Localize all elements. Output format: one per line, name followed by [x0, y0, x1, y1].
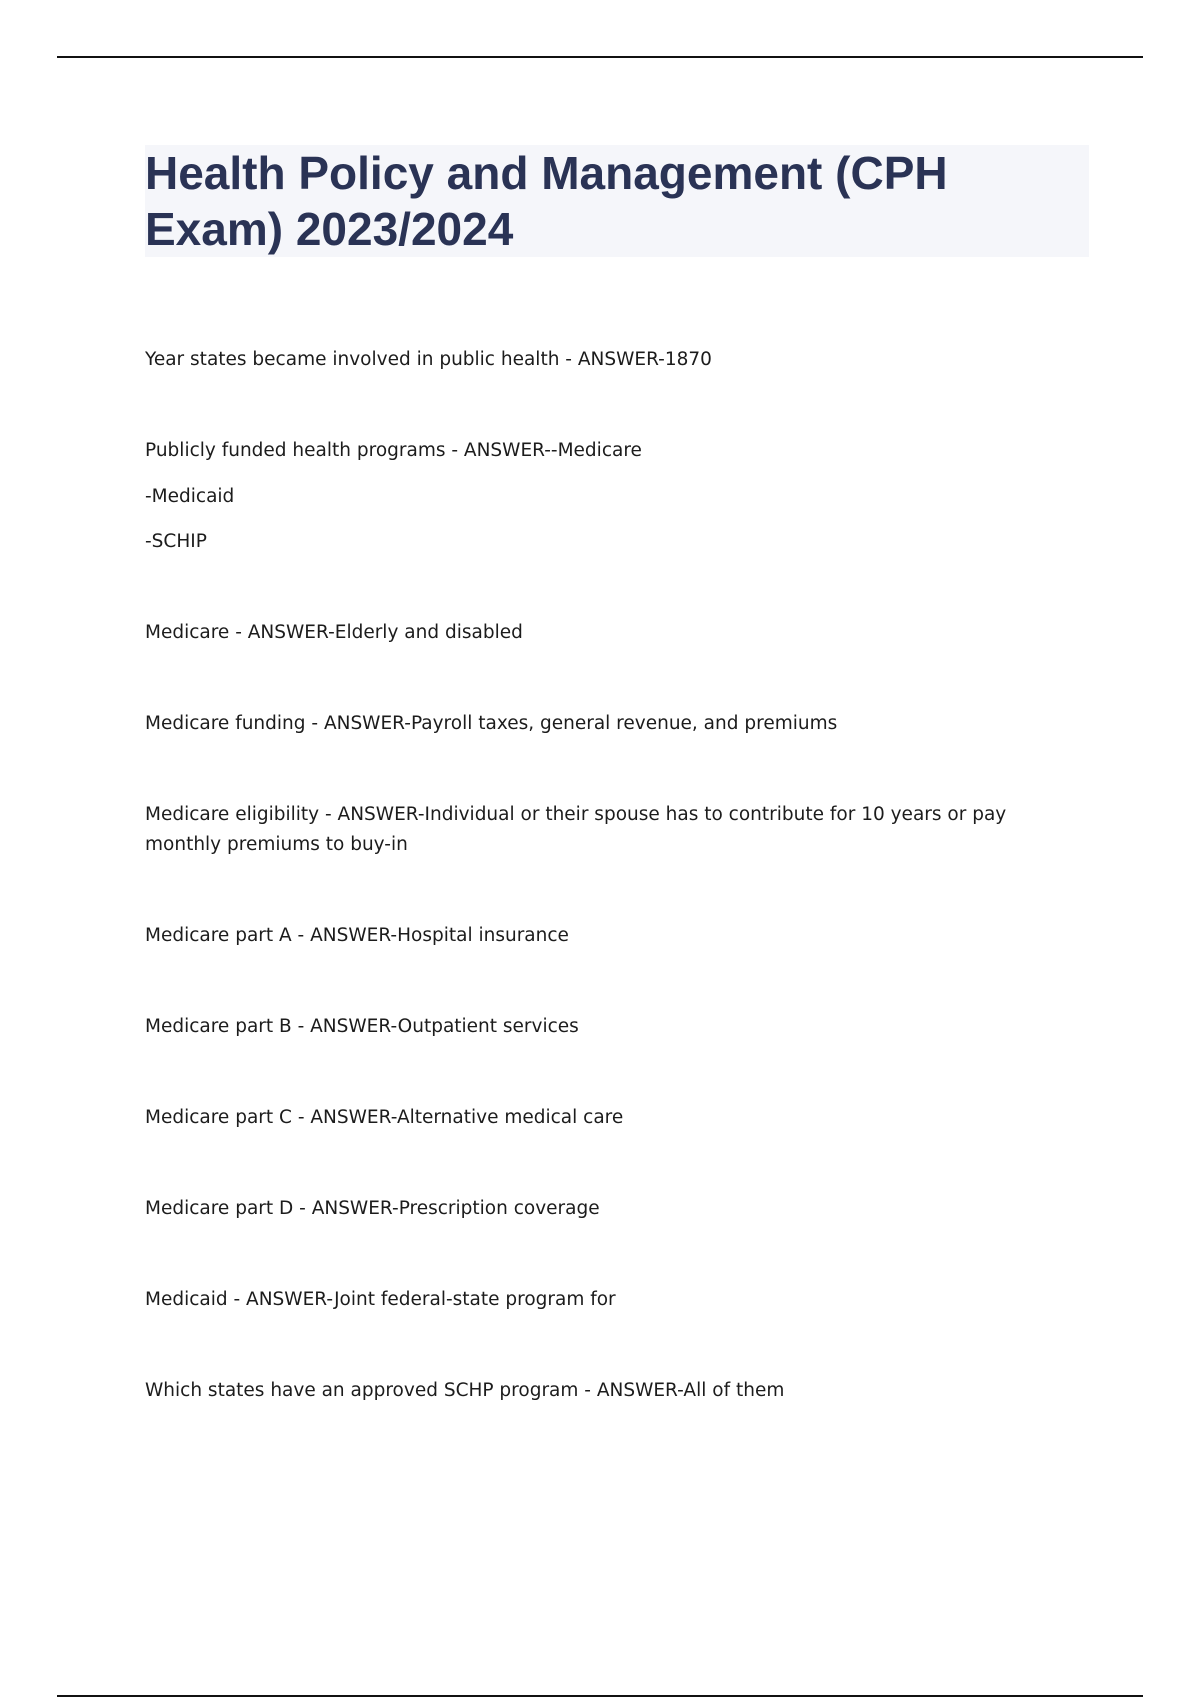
qa-item-continuation: -Medicaid — [145, 486, 235, 507]
qa-item: Medicaid - ANSWER-Joint federal-state program for — [145, 1289, 616, 1310]
qa-item-continuation: -SCHIP — [145, 531, 207, 552]
title-block — [145, 145, 1089, 257]
qa-item: Medicare - ANSWER-Elderly and disabled — [145, 622, 523, 643]
qa-item: Which states have an approved SCHP program - ANSWER-All of them — [145, 1380, 785, 1401]
qa-item: Medicare part D - ANSWER-Prescription coverage — [145, 1198, 600, 1219]
qa-item: Medicare part C - ANSWER-Alternative medical care — [145, 1107, 624, 1128]
qa-item: Medicare funding - ANSWER-Payroll taxes, general revenue, and premiums — [145, 713, 838, 734]
qa-item: Year states became involved in public health - ANSWER-1870 — [145, 349, 712, 370]
qa-item: Medicare part A - ANSWER-Hospital insurance — [145, 925, 569, 946]
qa-item: Medicare part B - ANSWER-Outpatient services — [145, 1016, 579, 1037]
bottom-rule — [57, 1695, 1143, 1697]
qa-item: Medicare eligibility - ANSWER-Individual or their spouse has to contribute for 10 years or pay monthly premiums to buy-in — [145, 804, 1007, 855]
page-title: Health Policy and Management (CPH Exam) 2023/2024 — [145, 147, 948, 255]
top-rule — [57, 56, 1143, 58]
qa-item: Publicly funded health programs - ANSWER--Medicare — [145, 440, 642, 461]
